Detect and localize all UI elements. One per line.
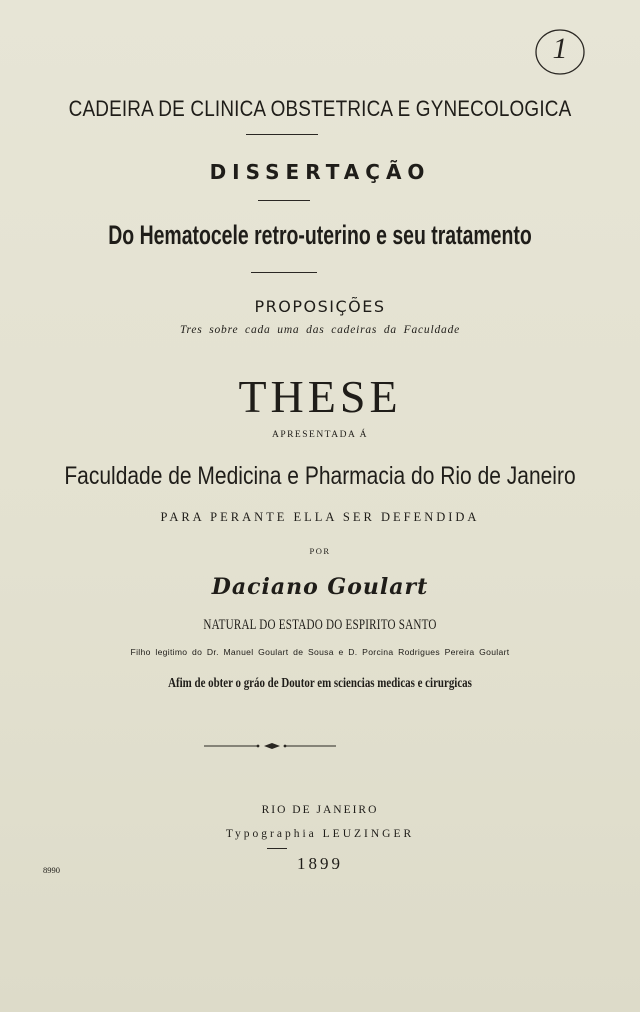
divider [251, 272, 317, 273]
dissertation-heading: DISSERTAÇÃO [209, 160, 431, 184]
chair-heading: CADEIRA DE CLINICA OBSTETRICA E GYNECOLOGICA [68, 96, 572, 121]
presented-to: APRESENTADA Á [271, 430, 369, 440]
propositions-heading: PROPOSIÇÕES [254, 297, 386, 316]
divider [258, 200, 310, 201]
degree-purpose: Afim de obter o gráo de Doutor em sciencias medicas e cirurgicas [168, 676, 472, 691]
by-label: POR [309, 546, 331, 556]
publication-year: 1899 [297, 854, 343, 873]
divider [267, 848, 287, 849]
publication-city: RIO DE JANEIRO [261, 804, 379, 816]
propositions-note: Tres sobre cada uma das cadeiras da Faculdade [179, 324, 461, 336]
ornament-divider-icon [204, 739, 336, 753]
faculty-name: Faculdade de Medicina e Pharmacia do Rio de Janeiro [64, 462, 576, 490]
author-filiation: Filho legitimo do Dr. Manuel Goulart de Sousa e D. Porcina Rodrigues Pereira Goulart [130, 647, 510, 657]
defense-line: PARA PERANTE ELLA SER DEFENDIDA [160, 510, 480, 524]
page-number: 1 [552, 32, 568, 65]
catalog-number: 8990 [43, 865, 60, 875]
dissertation-subject: Do Hematocele retro-uterino e seu tratamento [108, 220, 532, 250]
printer-name: Typographia LEUZINGER [225, 828, 415, 840]
author-name: Daciano Goulart [211, 574, 429, 600]
divider [246, 134, 318, 135]
page-number-mark [532, 26, 588, 78]
author-origin: NATURAL DO ESTADO DO ESPIRITO SANTO [203, 617, 437, 633]
thesis-title: THESE [238, 371, 402, 422]
